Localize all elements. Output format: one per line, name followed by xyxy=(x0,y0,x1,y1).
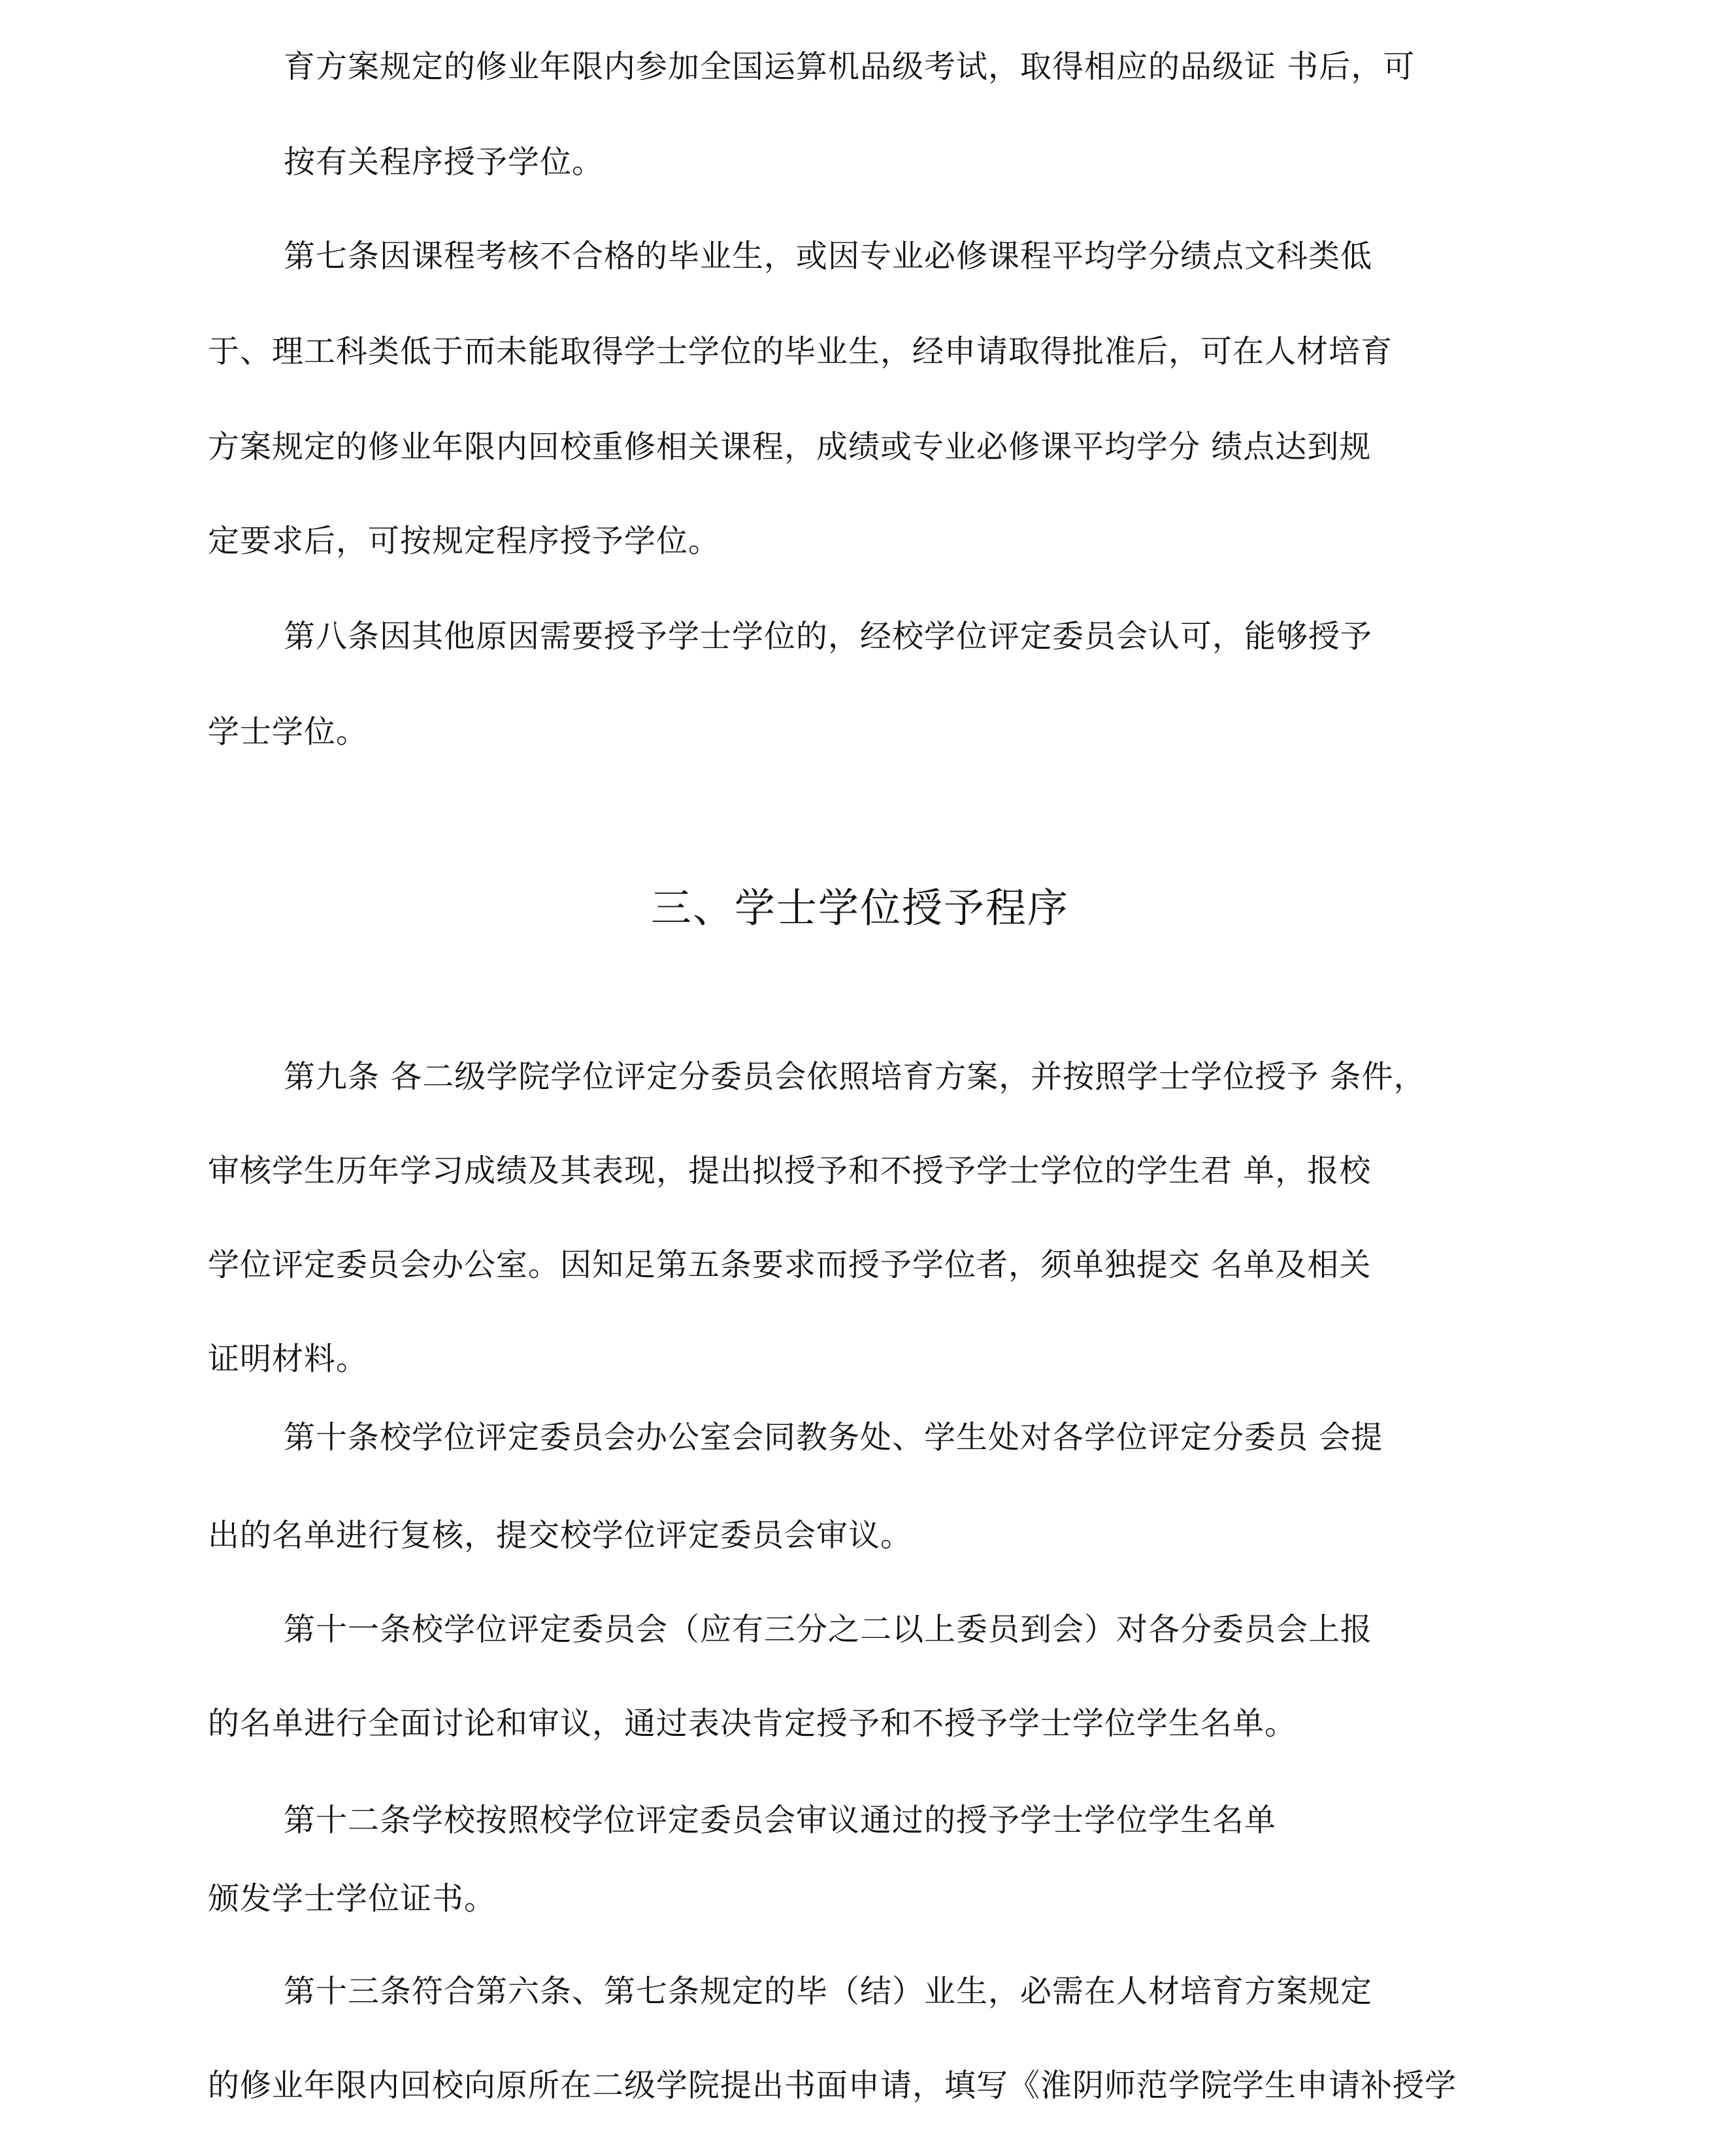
paragraph-line: 第九条 各二级学院学位评定分委员会依照培育方案，并按照学士学位授予 条件， xyxy=(284,1058,1426,1095)
paragraph-line: 审核学生历年学习成绩及其表现，提出拟授予和不授予学士学位的学生君 单，报校 xyxy=(208,1152,1372,1189)
paragraph-line: 学位评定委员会办公室。因知足第五条要求而授予学位者，须单独提交 名单及相关 xyxy=(208,1247,1372,1283)
paragraph-line: 出的名单进行复核，提交校学位评定委员会审议。 xyxy=(208,1517,913,1554)
paragraph-line: 第十三条符合第六条、第七条规定的毕（结）业生，必需在人材培育方案规定 xyxy=(284,1973,1373,2010)
paragraph-line: 育方案规定的修业年限内参加全国运算机品级考试，取得相应的品级证 书后，可 xyxy=(284,48,1415,85)
paragraph-line: 的修业年限内回校向原所在二级学院提出书面申请，填写《淮阴师范学院学生申请补授学 xyxy=(208,2067,1457,2104)
paragraph-line: 第八条因其他原因需要授予学士学位的，经校学位评定委员会认可，能够授予 xyxy=(284,618,1373,655)
paragraph-line: 证明材料。 xyxy=(208,1341,369,1377)
paragraph-line: 颁发学士学位证书。 xyxy=(208,1880,497,1917)
paragraph-line: 第七条因课程考核不合格的毕业生，或因专业必修课程平均学分绩点文科类低 xyxy=(284,238,1373,274)
paragraph-line: 于、理工科类低于而未能取得学士学位的毕业生，经申请取得批准后，可在人材培育 xyxy=(208,333,1393,370)
paragraph-line: 学士学位。 xyxy=(208,713,369,750)
paragraph-line: 第十条校学位评定委员会办公室会同教务处、学生处对各学位评定分委员 会提 xyxy=(284,1419,1383,1456)
paragraph-line: 第十一条校学位评定委员会（应有三分之二以上委员到会）对各分委员会上报 xyxy=(284,1611,1373,1648)
paragraph-line: 定要求后，可按规定程序授予学位。 xyxy=(208,523,721,559)
paragraph-line: 按有关程序授予学位。 xyxy=(284,144,604,180)
paragraph-line: 方案规定的修业年限内回校重修相关课程，成绩或专业必修课平均学分 绩点达到规 xyxy=(208,429,1372,465)
section-heading: 三、学士学位授予程序 xyxy=(650,884,1069,932)
paragraph-line: 的名单进行全面讨论和审议，通过表决肯定授予和不授予学士学位学生名单。 xyxy=(208,1705,1297,1742)
paragraph-line: 第十二条学校按照校学位评定委员会审议通过的授予学士学位学生名单 xyxy=(284,1802,1277,1838)
